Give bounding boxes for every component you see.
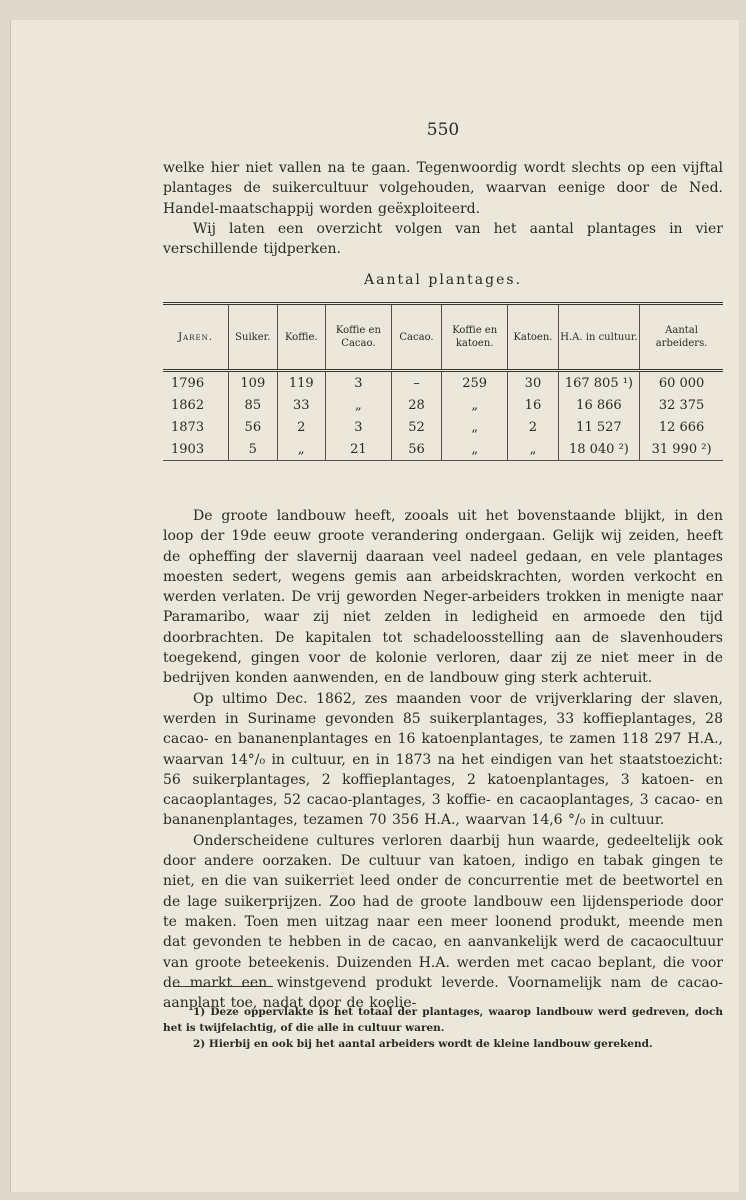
header-cacao: Cacao. (391, 304, 441, 371)
table-cell: 18 040 ²) (558, 438, 639, 461)
table-cell: 16 866 (558, 394, 639, 416)
document-page (10, 20, 739, 1192)
footnote-divider (173, 986, 273, 987)
table-cell: 1796 (171, 375, 205, 391)
footnote-2: 2) Hierbij en ook bij het aantal arbeiders wordt de kleine landbouw gerekend. (193, 1038, 653, 1050)
body-paragraph-1: De groote landbouw heeft, zooals uit het bovenstaande blijkt, in den loop der 19de eeuw groote verandering ondergaan. Gelijk wij zeiden, heeft de opheffing der slavernij daaraan veel nadeel gedaan, en vele plantages moesten sedert, wegens gemis aan arbeidskrachten, worden verkocht en werden verlaten. De vrij geworden Neger-arbeiders trokken in menigte naar Paramaribo, waar zij niet zelden in ledigheid en armoede den tijd doorbrachten. De kapitalen tot schadeloosstelling aan de slavenhouders toegekend, gingen voor de kolonie verloren, daar zij ze niet meer in de bedrijven konden aanwenden, en de landbouw ging sterk achteruit. (163, 508, 723, 687)
table-row (163, 371, 723, 395)
table-cell: 56 (229, 416, 278, 438)
table-cell: 52 (391, 416, 441, 438)
table-cell: 1862 (171, 397, 205, 413)
table-row (163, 438, 723, 461)
table-cell: 2 (508, 416, 559, 438)
body-paragraph-3: Onderscheidene cultures verloren daarbij hun waarde, gedeeltelijk ook door andere oorzaken. De cultuur van katoen, indigo en tabak gingen te niet, en die van suikerriet leed onder de concurrentie met de beetwortel en de lage suikerprijzen. Zoo had de groote landbouw een lijdensperiode door te maken. Toen men uitzag naar een meer loonend produkt, meende men dat gevonden te hebben in de cacao, en aanvankelijk werd de cacaocultuur van groote beteekenis. Duizenden H.A. werden met cacao beplant, die voor de markt een winstgevend produkt leverde. Voornamelijk nam de cacao-aanplant toe, nadat door de koelie- (163, 832, 723, 1012)
intro-paragraph-2: Wij laten een overzicht volgen van het aantal plantages in vier verschillende tijdperken. (163, 220, 723, 258)
table-cell: „ (326, 394, 392, 416)
table-cell: 1873 (171, 419, 205, 435)
table-cell: 30 (508, 371, 559, 395)
table-cell: „ (442, 394, 508, 416)
table-cell: 119 (277, 371, 325, 395)
table-cell: 28 (391, 394, 441, 416)
table-cell: 5 (229, 438, 278, 461)
body-paragraph-2: Op ultimo Dec. 1862, zes maanden voor de vrijverklaring der slaven, werden in Suriname gevonden 85 suikerplantages, 33 koffieplantages, 28 cacao- en bananenplantages en 16 katoenplantages, te zamen 118 297 H.A., waarvan 14°/₀ in cultuur, en in 1873 na het eindigen van het staatstoezicht: 56 suikerplantages, 2 koffieplantages, 2 katoenplantages, 3 katoen- en cacaoplantages, 52 cacao-plantages, 3 koffie- en cacaoplantages, 3 cacao- en bananenplantages, tezamen 70 356 H.A., waarvan 14,6 °/₀ in cultuur. (163, 690, 723, 829)
table-cell: „ (442, 438, 508, 461)
table-cell: 12 666 (640, 416, 723, 438)
table-cell: 11 527 (558, 416, 639, 438)
table-cell: 259 (442, 371, 508, 395)
table-cell: 60 000 (640, 371, 723, 395)
table-cell: 109 (229, 371, 278, 395)
table-cell: 2 (277, 416, 325, 438)
table-cell: 21 (326, 438, 392, 461)
table-cell: 56 (391, 438, 441, 461)
table-cell: „ (442, 416, 508, 438)
table-cell: 3 (326, 416, 392, 438)
table-cell: 167 805 ¹) (558, 371, 639, 395)
table-row (163, 394, 723, 416)
footnote-1: 1) Deze oppervlakte is het totaal der plantages, waarop landbouw werd gedreven, doch het is twijfelachtig, of die alle in cultuur waren. (163, 1006, 723, 1034)
table-cell: 3 (326, 371, 392, 395)
table-caption: Aantal plantages. (363, 272, 523, 288)
table-cell: 85 (229, 394, 278, 416)
table-cell: „ (277, 438, 325, 461)
table-cell: 16 (508, 394, 559, 416)
table-cell: – (391, 371, 441, 395)
intro-section (163, 158, 723, 259)
page-number: 550 (426, 120, 460, 140)
intro-paragraph-1: welke hier niet vallen na te gaan. Tegenwoordig wordt slechts op een vijftal plantages de suikercultuur volgehouden, waarvan eenige door de Ned. Handel-maatschappij worden geëxploiteerd. (163, 160, 723, 217)
table-cell: 33 (277, 394, 325, 416)
table-cell: 1903 (163, 438, 229, 461)
table-row (163, 416, 723, 438)
plantation-table-wrapper (163, 302, 723, 461)
footnotes (163, 1004, 723, 1052)
table-cell: 31 990 ²) (640, 438, 723, 461)
table-cell: „ (508, 438, 559, 461)
body-section (163, 506, 723, 1013)
table-header-row (163, 304, 723, 371)
header-koffie-cacao: Koffie en Cacao. (326, 304, 392, 371)
header-jaren: Jaren. (163, 304, 229, 371)
header-ha-cultuur: H.A. in cultuur. (558, 304, 639, 371)
table-cell: 32 375 (640, 394, 723, 416)
plantation-table (163, 302, 723, 461)
header-arbeiders: Aantal arbeiders. (640, 304, 723, 371)
header-suiker: Suiker. (229, 304, 278, 371)
header-katoen: Katoen. (508, 304, 559, 371)
header-koffie: Koffie. (277, 304, 325, 371)
header-koffie-katoen: Koffie en katoen. (442, 304, 508, 371)
